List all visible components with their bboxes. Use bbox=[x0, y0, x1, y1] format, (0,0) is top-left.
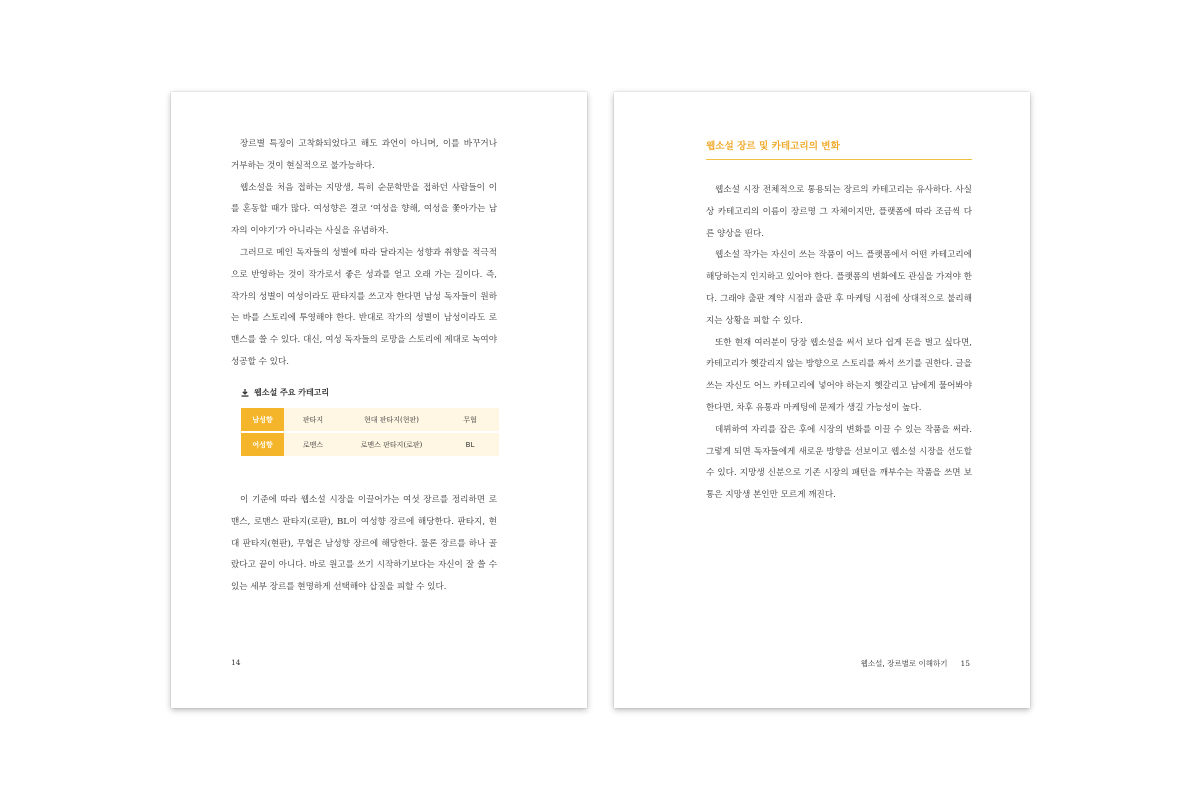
table-cell: 판타지 bbox=[284, 408, 342, 431]
table-cell: 로맨스 판타지(로판) bbox=[342, 433, 441, 456]
paragraph: 장르별 특징이 고착화되었다고 해도 과언이 아니며, 이를 바꾸거나 거부하는 것이 현실적으로 불가능하다. bbox=[231, 139, 497, 171]
table-cell: 로맨스 bbox=[284, 433, 342, 456]
paragraph: 이 기준에 따라 웹소설 시장을 이끌어가는 여섯 장르를 정리하면 로맨스, 로맨스 판타지(로판), BL이 여성향 장르에 해당한다. 판타지, 현대 판타지(현판), 무협은 남성향 장르에 해당한다. 물론 장르를 하나 골랐다고 끝이 아니다. 바로 원고를 쓰기 시작하기보다는 자신이 잘 쓸 수 있는 세부 장르를 현명하게 선택해야 삽질을 피할 수 있다. bbox=[231, 495, 497, 593]
running-footer: 웹소설, 장르별로 이해하기 bbox=[860, 659, 948, 668]
paragraph: 그러므로 메인 독자들의 성별에 따라 달라지는 성향과 취향을 적극적으로 반영하는 것이 작가로서 좋은 성과를 얻고 오래 가는 길이다. 즉, 작가의 성별이 여성이라도 판타지를 쓰고자 한다면 남성 독자들이 원하는 바를 스토리에 투영해야 한다. 반대로 작가의 성별이 남성이라도 로맨스를 쓸 수 있다. 대신, 여성 독자들의 로망을 스토리에 제대로 녹여야 성공할 수 있다. bbox=[231, 247, 497, 367]
category-title-text: 웹소설 주요 카테고리 bbox=[254, 388, 330, 397]
row-head: 남성향 bbox=[241, 408, 284, 431]
page-number: 15 bbox=[960, 659, 970, 668]
table-row bbox=[241, 433, 499, 456]
right-body bbox=[706, 180, 972, 507]
table-cell: 무협 bbox=[441, 408, 499, 431]
paragraph: 웹소설 작가는 자신이 쓰는 작품이 어느 플랫폼에서 어떤 카테고리에 해당하는지 인지하고 있어야 한다. 플랫폼의 변화에도 관심을 가져야 한다. 그래야 출판 계약 시점과 출판 후 마케팅 시점에 상대적으로 불리해지는 상황을 피할 수 있다. bbox=[706, 250, 972, 326]
table-cell: BL bbox=[441, 433, 499, 456]
right-page bbox=[614, 92, 1030, 708]
paragraph: 또한 현재 여러분이 당장 웹소설을 써서 보다 쉽게 돈을 벌고 싶다면, 카테고리가 헷갈리지 않는 방향으로 스토리를 짜서 쓰기를 권한다. 글을 쓰는 자신도 어느 카테고리에 넣어야 하는지 헷갈리고 남에게 물어봐야 한다면, 차후 유통과 마케팅에 문제가 생길 가능성이 높다. bbox=[706, 337, 972, 413]
category-title bbox=[241, 387, 329, 398]
paragraph: 웹소설을 처음 접하는 지망생, 특히 순문학만을 접하던 사람들이 이를 혼동할 때가 많다. 여성향은 결코 ‘여성을 향해, 여성을 쫓아가는 남자의 이야기’가 아니라는 사실을 유념하자. bbox=[231, 182, 497, 237]
section-title: 웹소설 장르 및 카테고리의 변화 bbox=[706, 138, 972, 160]
paragraph: 웹소설 시장 전체적으로 통용되는 장르의 카테고리는 유사하다. 사실상 카테고리의 이름이 장르명 그 자체이지만, 플랫폼에 따라 조금씩 다른 양상을 띤다. bbox=[706, 185, 972, 239]
category-table bbox=[241, 406, 499, 458]
row-head: 여성향 bbox=[241, 433, 284, 456]
page-footer bbox=[861, 658, 970, 669]
download-icon bbox=[241, 389, 249, 397]
left-body-bottom bbox=[231, 490, 497, 599]
table-row bbox=[241, 408, 499, 431]
page-number: 14 bbox=[231, 658, 241, 667]
table-cell: 현대 판타지(현판) bbox=[342, 408, 441, 431]
paragraph: 데뷔하여 자리를 잡은 후에 시장의 변화를 이끌 수 있는 작품을 써라. 그렇게 되면 독자들에게 새로운 방향을 선보이고 웹소설 시장을 선도할 수 있다. 지망생 신분으로 기존 시장의 패턴을 깨부수는 작품을 쓰면 보통은 지망생 본인만 모르게 깨진다. bbox=[706, 424, 972, 501]
left-body-top bbox=[231, 134, 497, 374]
left-page bbox=[171, 92, 587, 708]
